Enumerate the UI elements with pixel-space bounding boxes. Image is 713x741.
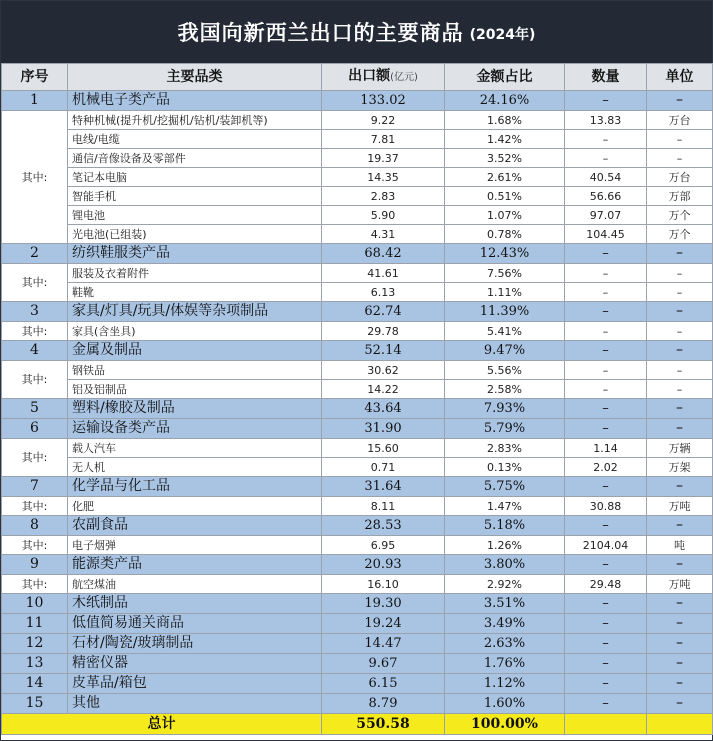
row-subgroup-label: 其中: [2, 575, 68, 594]
row-qty: 2104.04 [565, 536, 647, 555]
row-name [68, 399, 322, 419]
page-title: 我国向新西兰出口的主要商品 [177, 21, 464, 45]
row-share: 2.58% [445, 380, 565, 399]
row-subgroup-label: 其中: [2, 264, 68, 302]
total-row [2, 714, 713, 735]
row-amount: 133.02 [322, 91, 445, 111]
category-row [2, 302, 713, 322]
subitem-row [2, 111, 713, 130]
row-name [68, 477, 322, 497]
row-qty: – [565, 322, 647, 341]
row-unit: – [647, 516, 713, 536]
row-qty: – [565, 361, 647, 380]
row-share: 12.43% [445, 244, 565, 264]
row-name-text: 载人汽车 [72, 441, 116, 455]
row-qty: – [565, 399, 647, 419]
row-amount: 43.64 [322, 399, 445, 419]
row-amount: 28.53 [322, 516, 445, 536]
row-unit: 万个 [647, 206, 713, 225]
row-qty: – [565, 380, 647, 399]
row-unit: 万部 [647, 187, 713, 206]
row-unit: – [647, 322, 713, 341]
category-row [2, 477, 713, 497]
row-qty: – [565, 477, 647, 497]
row-share: 5.79% [445, 419, 565, 439]
category-row [2, 634, 713, 654]
row-amount: 6.13 [322, 283, 445, 302]
row-subgroup-label: 其中: [2, 497, 68, 516]
row-name-text: 机械电子类产品 [72, 92, 170, 108]
header-unit: 单位 [647, 64, 713, 91]
row-unit: – [647, 283, 713, 302]
row-share: 11.39% [445, 302, 565, 322]
row-seq: 2 [2, 244, 68, 264]
row-name-text: 通信/音像设备及零部件 [72, 151, 186, 165]
row-name-text: 钢铁品 [72, 363, 105, 377]
subitem-row [2, 206, 713, 225]
row-name-text: 化肥 [72, 499, 94, 513]
row-unit: – [647, 302, 713, 322]
row-name-text: 木纸制品 [72, 595, 128, 611]
row-seq: 7 [2, 477, 68, 497]
row-unit: – [647, 654, 713, 674]
row-name [68, 419, 322, 439]
row-unit: – [647, 634, 713, 654]
row-qty: – [565, 283, 647, 302]
row-name-text: 化学品与化工品 [72, 478, 170, 494]
row-name [68, 575, 322, 594]
row-name-text: 石材/陶瓷/玻璃制品 [72, 635, 194, 651]
row-qty: – [565, 419, 647, 439]
row-unit: – [647, 244, 713, 264]
row-unit: – [647, 614, 713, 634]
row-amount: 31.90 [322, 419, 445, 439]
row-name-text: 鞋靴 [72, 285, 94, 299]
row-qty: 40.54 [565, 168, 647, 187]
row-name-text: 精密仪器 [72, 655, 128, 671]
row-seq: 11 [2, 614, 68, 634]
row-seq: 9 [2, 555, 68, 575]
row-name-text: 低值简易通关商品 [72, 615, 184, 631]
total-unit [647, 714, 713, 735]
row-name-text: 电子烟弹 [72, 538, 116, 552]
row-share: 1.60% [445, 694, 565, 714]
row-name [68, 536, 322, 555]
subitem-row [2, 497, 713, 516]
row-name [68, 206, 322, 225]
row-qty: – [565, 594, 647, 614]
row-name-detail: (提升机/挖掘机/钻机/装卸机等) [116, 113, 268, 127]
row-seq: 13 [2, 654, 68, 674]
row-seq: 5 [2, 399, 68, 419]
row-amount: 68.42 [322, 244, 445, 264]
category-row [2, 399, 713, 419]
subitem-row [2, 458, 713, 477]
subitem-row [2, 130, 713, 149]
row-share: 2.83% [445, 439, 565, 458]
row-share: 3.52% [445, 149, 565, 168]
category-row [2, 654, 713, 674]
total-label: 总计 [2, 714, 322, 735]
row-amount: 15.60 [322, 439, 445, 458]
row-amount: 29.78 [322, 322, 445, 341]
row-seq: 12 [2, 634, 68, 654]
row-unit: 万吨 [647, 497, 713, 516]
row-name-text: 服装及衣着附件 [72, 266, 149, 280]
row-qty: – [565, 674, 647, 694]
row-unit: 万架 [647, 458, 713, 477]
row-name [68, 302, 322, 322]
category-row [2, 694, 713, 714]
row-amount: 0.71 [322, 458, 445, 477]
row-name-text: 家具/灯具/玩具/体娱等杂项制品 [72, 303, 269, 319]
subitem-row [2, 536, 713, 555]
row-name-text: 锂电池 [72, 208, 105, 222]
row-qty: 2.02 [565, 458, 647, 477]
row-amount: 16.10 [322, 575, 445, 594]
row-unit: – [647, 130, 713, 149]
row-qty: 1.14 [565, 439, 647, 458]
row-amount: 30.62 [322, 361, 445, 380]
row-share: 1.11% [445, 283, 565, 302]
row-name-text: 光电池(已组装) [72, 227, 147, 241]
row-share: 1.68% [445, 111, 565, 130]
row-name-text: 智能手机 [72, 189, 116, 203]
row-share: 5.18% [445, 516, 565, 536]
row-qty: – [565, 634, 647, 654]
row-name [68, 168, 322, 187]
row-name [68, 497, 322, 516]
subitem-row [2, 575, 713, 594]
row-share: 1.47% [445, 497, 565, 516]
category-row [2, 419, 713, 439]
subitem-row [2, 187, 713, 206]
header-name: 主要品类 [68, 64, 322, 91]
row-seq: 15 [2, 694, 68, 714]
row-name [68, 341, 322, 361]
category-row [2, 341, 713, 361]
row-amount: 19.30 [322, 594, 445, 614]
row-share: 1.07% [445, 206, 565, 225]
row-unit: 万个 [647, 225, 713, 244]
row-name [68, 458, 322, 477]
row-unit: 万辆 [647, 439, 713, 458]
header-share: 金额占比 [445, 64, 565, 91]
row-amount: 31.64 [322, 477, 445, 497]
row-name-text: 铝及铝制品 [72, 382, 127, 396]
subitem-row [2, 149, 713, 168]
row-qty: 29.48 [565, 575, 647, 594]
row-name-text: 运输设备类产品 [72, 420, 170, 436]
row-share: 5.56% [445, 361, 565, 380]
row-name [68, 187, 322, 206]
row-name [68, 225, 322, 244]
row-share: 0.78% [445, 225, 565, 244]
table-body [2, 91, 713, 714]
row-amount: 20.93 [322, 555, 445, 575]
category-row [2, 91, 713, 111]
row-name [68, 516, 322, 536]
row-name-text: 皮革品/箱包 [72, 675, 147, 691]
row-qty: – [565, 341, 647, 361]
row-share: 24.16% [445, 91, 565, 111]
row-seq: 1 [2, 91, 68, 111]
subitem-row [2, 439, 713, 458]
row-unit: – [647, 264, 713, 283]
category-row [2, 516, 713, 536]
row-amount: 19.37 [322, 149, 445, 168]
row-name [68, 439, 322, 458]
row-name [68, 130, 322, 149]
row-name-text: 能源类产品 [72, 556, 142, 572]
row-name [68, 149, 322, 168]
total-share: 100.00% [445, 714, 565, 735]
row-unit: – [647, 399, 713, 419]
row-qty: – [565, 244, 647, 264]
row-amount: 19.24 [322, 614, 445, 634]
row-name-text: 塑料/橡胶及制品 [72, 400, 175, 416]
row-share: 1.76% [445, 654, 565, 674]
row-unit: – [647, 341, 713, 361]
row-unit: 万吨 [647, 575, 713, 594]
row-name [68, 694, 322, 714]
subitem-row [2, 380, 713, 399]
header-seq: 序号 [2, 64, 68, 91]
row-name-text: 特种机械 [72, 113, 116, 127]
row-seq: 6 [2, 419, 68, 439]
header-amount-unit: (亿元) [390, 72, 418, 83]
row-name [68, 555, 322, 575]
row-share: 1.42% [445, 130, 565, 149]
row-name-text: 纺织鞋服类产品 [72, 245, 170, 261]
page-title-year: (2024年) [469, 27, 536, 43]
category-row [2, 674, 713, 694]
row-name [68, 283, 322, 302]
row-name-text: 笔记本电脑 [72, 170, 127, 184]
row-subgroup-label: 其中: [2, 536, 68, 555]
row-share: 7.93% [445, 399, 565, 419]
exports-table [1, 63, 713, 735]
row-qty: – [565, 130, 647, 149]
row-seq: 3 [2, 302, 68, 322]
total-qty [565, 714, 647, 735]
row-name-text: 无人机 [72, 460, 105, 474]
row-name [68, 322, 322, 341]
row-share: 2.92% [445, 575, 565, 594]
row-qty: – [565, 302, 647, 322]
row-seq: 10 [2, 594, 68, 614]
row-qty: – [565, 516, 647, 536]
row-name [68, 264, 322, 283]
row-seq: 14 [2, 674, 68, 694]
row-unit: – [647, 477, 713, 497]
row-qty: – [565, 555, 647, 575]
row-unit: – [647, 555, 713, 575]
row-share: 9.47% [445, 341, 565, 361]
subitem-row [2, 361, 713, 380]
row-name [68, 654, 322, 674]
row-unit: 万台 [647, 168, 713, 187]
category-row [2, 244, 713, 264]
row-amount: 8.11 [322, 497, 445, 516]
row-name-text: 金属及制品 [72, 342, 142, 358]
row-share: 5.41% [445, 322, 565, 341]
row-qty: 13.83 [565, 111, 647, 130]
row-amount: 9.22 [322, 111, 445, 130]
row-qty: – [565, 654, 647, 674]
table-header-row [2, 64, 713, 91]
row-amount: 6.15 [322, 674, 445, 694]
row-amount: 14.22 [322, 380, 445, 399]
row-qty: 97.07 [565, 206, 647, 225]
row-unit: – [647, 149, 713, 168]
row-share: 7.56% [445, 264, 565, 283]
subitem-row [2, 225, 713, 244]
title-bar [1, 1, 712, 63]
row-unit: – [647, 361, 713, 380]
row-amount: 7.81 [322, 130, 445, 149]
category-row [2, 614, 713, 634]
row-amount: 5.90 [322, 206, 445, 225]
row-qty: – [565, 264, 647, 283]
row-name-text: 其他 [72, 695, 100, 711]
row-amount: 8.79 [322, 694, 445, 714]
row-name [68, 614, 322, 634]
row-unit: 吨 [647, 536, 713, 555]
row-qty: – [565, 694, 647, 714]
row-name [68, 380, 322, 399]
row-unit: – [647, 380, 713, 399]
subitem-row [2, 168, 713, 187]
row-amount: 52.14 [322, 341, 445, 361]
row-unit: – [647, 674, 713, 694]
row-qty: – [565, 149, 647, 168]
row-name [68, 244, 322, 264]
row-amount: 62.74 [322, 302, 445, 322]
row-share: 3.49% [445, 614, 565, 634]
total-amount: 550.58 [322, 714, 445, 735]
row-subgroup-label: 其中: [2, 322, 68, 341]
row-qty: – [565, 614, 647, 634]
subitem-row [2, 264, 713, 283]
row-amount: 9.67 [322, 654, 445, 674]
header-amount-label: 出口额 [348, 68, 391, 84]
row-amount: 14.35 [322, 168, 445, 187]
row-share: 1.12% [445, 674, 565, 694]
row-unit: – [647, 419, 713, 439]
row-share: 3.80% [445, 555, 565, 575]
row-amount: 41.61 [322, 264, 445, 283]
row-qty: 56.66 [565, 187, 647, 206]
row-subgroup-label: 其中: [2, 361, 68, 399]
row-name-text: 家具(含坐具) [72, 324, 136, 338]
row-qty: – [565, 91, 647, 111]
row-share: 2.61% [445, 168, 565, 187]
row-amount: 14.47 [322, 634, 445, 654]
row-share: 1.26% [445, 536, 565, 555]
row-seq: 8 [2, 516, 68, 536]
row-qty: 104.45 [565, 225, 647, 244]
row-name-text: 农副食品 [72, 517, 128, 533]
header-amount [322, 64, 445, 91]
row-amount: 4.31 [322, 225, 445, 244]
row-share: 2.63% [445, 634, 565, 654]
row-share: 0.51% [445, 187, 565, 206]
subitem-row [2, 283, 713, 302]
row-share: 3.51% [445, 594, 565, 614]
row-name [68, 361, 322, 380]
header-qty: 数量 [565, 64, 647, 91]
subitem-row [2, 322, 713, 341]
row-qty: 30.88 [565, 497, 647, 516]
row-name-text: 航空煤油 [72, 577, 116, 591]
row-amount: 6.95 [322, 536, 445, 555]
row-unit: 万台 [647, 111, 713, 130]
row-subgroup-label: 其中: [2, 439, 68, 477]
row-name [68, 594, 322, 614]
row-unit: – [647, 91, 713, 111]
row-seq: 4 [2, 341, 68, 361]
category-row [2, 555, 713, 575]
row-unit: – [647, 594, 713, 614]
row-name [68, 91, 322, 111]
row-share: 5.75% [445, 477, 565, 497]
category-row [2, 594, 713, 614]
row-name [68, 111, 322, 130]
row-name [68, 634, 322, 654]
row-share: 0.13% [445, 458, 565, 477]
row-subgroup-label: 其中: [2, 111, 68, 244]
row-amount: 2.83 [322, 187, 445, 206]
row-name [68, 674, 322, 694]
row-name-text: 电线/电缆 [72, 132, 120, 146]
row-unit: – [647, 694, 713, 714]
